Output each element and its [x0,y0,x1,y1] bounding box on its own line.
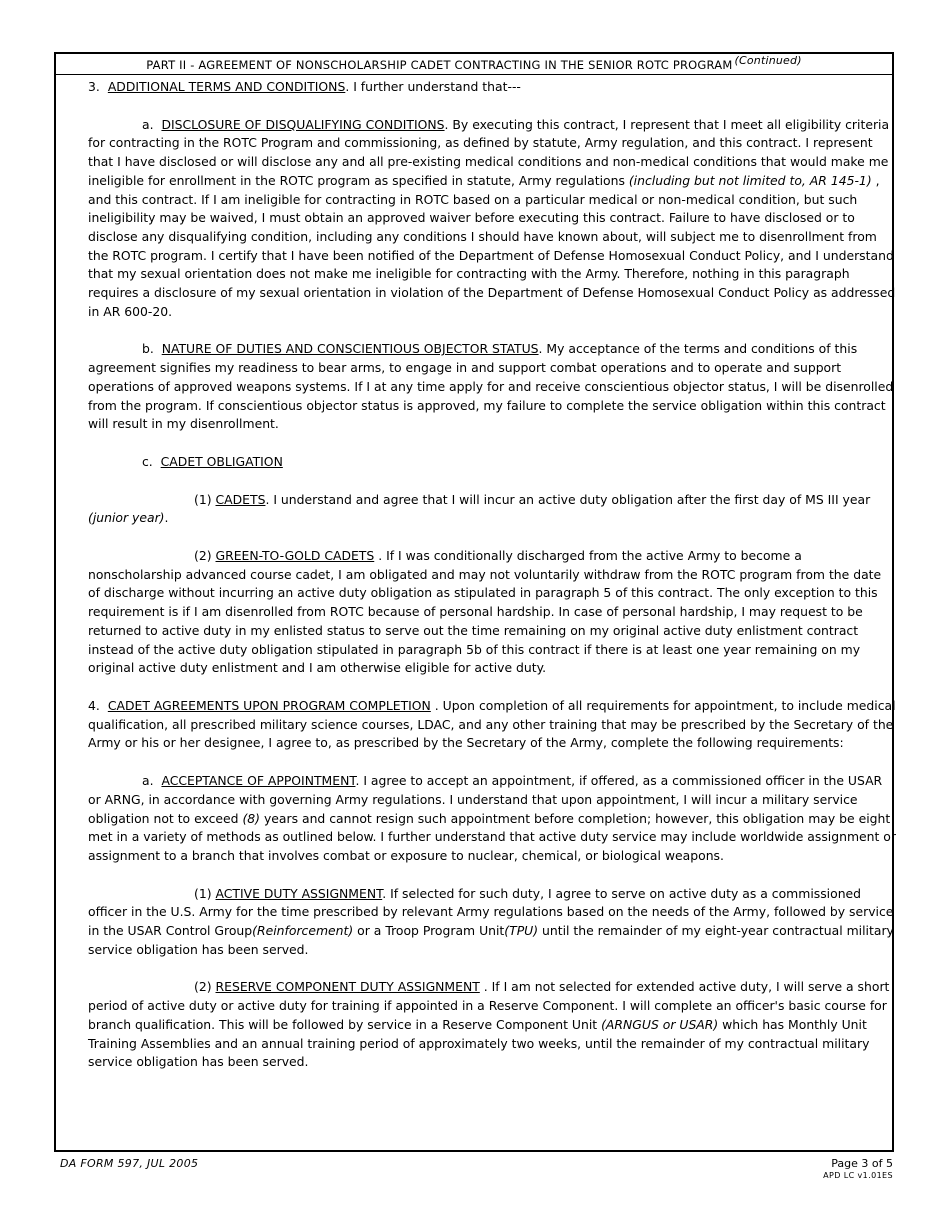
section-number: 4. [88,697,100,713]
paragraph-heading: ACTIVE DUTY ASSIGNMENT [215,885,383,901]
paragraph-text: which has Monthly Unit Training Assemblies and an annual training period of approximately two weeks, until the remainder of my contractual military service obligation has been served. [88,1016,870,1070]
paragraph-label: (2) [194,979,212,995]
paragraph-heading: ACCEPTANCE OF APPOINTMENT [161,773,356,789]
paragraph-text: . My acceptance of the terms and conditions of this agreement signifies my readiness to bear arms, to engage in and support combat operations and to operate and support operations of approved weapons systems. If I at any time apply for and receive conscientious objector status, I will be disenrolled from the program. If conscientious objector status is approved, my failure to complete the service obligation within this contract will result in my disenrollment. [88,341,894,432]
paragraph-text: or a Troop Program Unit [353,923,505,939]
section-3-intro [88,78,896,97]
section-text: . I further understand that--- [345,79,521,94]
section-heading: ADDITIONAL TERMS AND CONDITIONS [107,79,346,94]
paragraph-heading: CADETS [215,491,266,507]
paragraph-heading: CADET OBLIGATION [160,453,283,469]
paragraph-text: . I agree to accept an appointment, if offered, as a commissioned officer in the USAR or ARNG, in accordance with governing Army regulations. I understand that upon appointment, I will incur a military service obligation not to exceed [88,773,883,826]
paragraph-heading: GREEN-TO-GOLD CADETS [215,548,375,564]
paragraph-heading: RESERVE COMPONENT DUTY ASSIGNMENT [215,979,480,995]
form-number: DA FORM 597, JUL 2005 [60,1157,199,1170]
paragraph-italic: (ARNGUS or USAR) [601,1016,719,1032]
paragraph-text: until the remainder of my eight-year contractual military service obligation has been served. [88,923,894,957]
part-title: PART II - AGREEMENT OF NONSCHOLARSHIP CADET CONTRACTING IN THE SENIOR ROTC PROGRAM [146,58,733,72]
paragraph-heading: NATURE OF DUTIES AND CONSCIENTIOUS OBJECTOR STATUS [161,341,539,357]
paragraph-label: (2) [194,548,212,564]
form-frame [54,52,894,1152]
paragraph-italic: (TPU) [504,923,539,939]
section-number: 3. [88,79,100,94]
paragraph-4a2 [88,978,896,1072]
paragraph-3c2 [88,547,896,678]
continued-label: (Continued) [734,54,802,67]
paragraph-heading: DISCLOSURE OF DISQUALIFYING CONDITIONS [161,116,445,132]
paragraph-label: b. [142,341,154,357]
paragraph-text: . If selected for such duty, I agree to serve on active duty as a commissioned officer in the U.S. Army for the time prescribed by relevant Army regulations based on the needs of the Army, followed by service in the USAR Control Group [88,885,894,939]
paragraph-4a1 [88,885,896,960]
page-footer [823,1157,893,1181]
paragraph-text: . By executing this contract, I represent that I meet all eligibility criteria for contracting in the ROTC Program and commissioning, as defined by statute, Army regulation, and this contract. I represent that I have disclosed or will disclose any and all pre-existing medical conditions and non-medical conditions that would make me ineligible for enrollment in the ROTC program as specified in statute, Army regulations [88,116,890,188]
paragraph-text: . If I was conditionally discharged from the active Army to become a nonscholarship advanced course cadet, I am obligated and may not voluntarily withdraw from the ROTC program from the date of discharge without incurring an active duty obligation as stipulated in paragraph 5 of this contract. The only exception to this requirement is if I am disenrolled from ROTC because of personal hardship. In case of personal hardship, I may request to be returned to active duty in my enlisted status to serve out the time remaining on my original active duty enlistment contract instead of the active duty obligation stipulated in paragraph 5b of this contract if there is at least one year remaining on my original active duty enlistment and I am otherwise eligible for active duty. [88,548,882,676]
version-label: APD LC v1.01ES [823,1171,893,1180]
paragraph-3a [88,116,896,322]
part-header [56,54,892,75]
section-heading: CADET AGREEMENTS UPON PROGRAM COMPLETION [107,697,431,713]
section-text: . Upon completion of all requirements for appointment, to include medical qualification, all prescribed military science courses, LDAC, and any other training that may be prescribed by the Secretary of the Army or his or her designee, I agree to, as prescribed by the Secretary of the Army, complete the following requirements: [88,697,896,751]
paragraph-label: c. [142,453,153,469]
paragraph-text: . [164,510,169,526]
paragraph-label: a. [142,773,154,789]
paragraph-italic: (including but not limited to, AR 145-1) [628,172,872,188]
paragraph-3c [88,453,896,472]
paragraph-text: . I understand and agree that I will incur an active duty obligation after the first day of MS III year [265,491,871,507]
paragraph-italic: (junior year) [88,510,165,526]
paragraph-4a [88,772,896,866]
contract-body [88,78,896,1072]
paragraph-italic: (Reinforcement) [252,923,354,939]
paragraph-text: . If I am not selected for extended active duty, I will serve a short period of active duty or active duty for training if appointed in a Reserve Component. I will complete an officer's basic course for branch qualification. This will be followed by service in a Reserve Component Unit [88,979,890,1032]
paragraph-3c1 [88,491,896,528]
section-4-intro [88,697,896,753]
paragraph-label: (1) [194,491,212,507]
paragraph-label: (1) [194,885,212,901]
paragraph-italic: (8) [242,810,261,826]
paragraph-text: , and this contract. If I am ineligible for contracting in ROTC based on a particular medical or non-medical condition, but such ineligibility may be waived, I must obtain an approved waiver before executing this contract. Failure to have disclosed or to disclose any disqualifying condition, including any conditions I should have known about, will subject me to disenrollment from the ROTC program. I certify that I have been notified of the Department of Defense Homosexual Conduct Policy, and I understand that my sexual orientation does not make me ineligible for contracting with the Army. Therefore, nothing in this paragraph requires a disclosure of my sexual orientation in violation of the Department of Defense Homosexual Conduct Policy as addressed in AR 600-20. [88,172,896,319]
page-number: Page 3 of 5 [831,1157,893,1170]
paragraph-3b [88,340,896,434]
paragraph-label: a. [142,116,154,132]
paragraph-text: years and cannot resign such appointment before completion; however, this obligation may be eight met in a variety of methods as outlined below. I further understand that active duty service may include worldwide assignment or assignment to a branch that involves combat or exposure to nuclear, chemical, or biological weapons. [88,810,896,863]
